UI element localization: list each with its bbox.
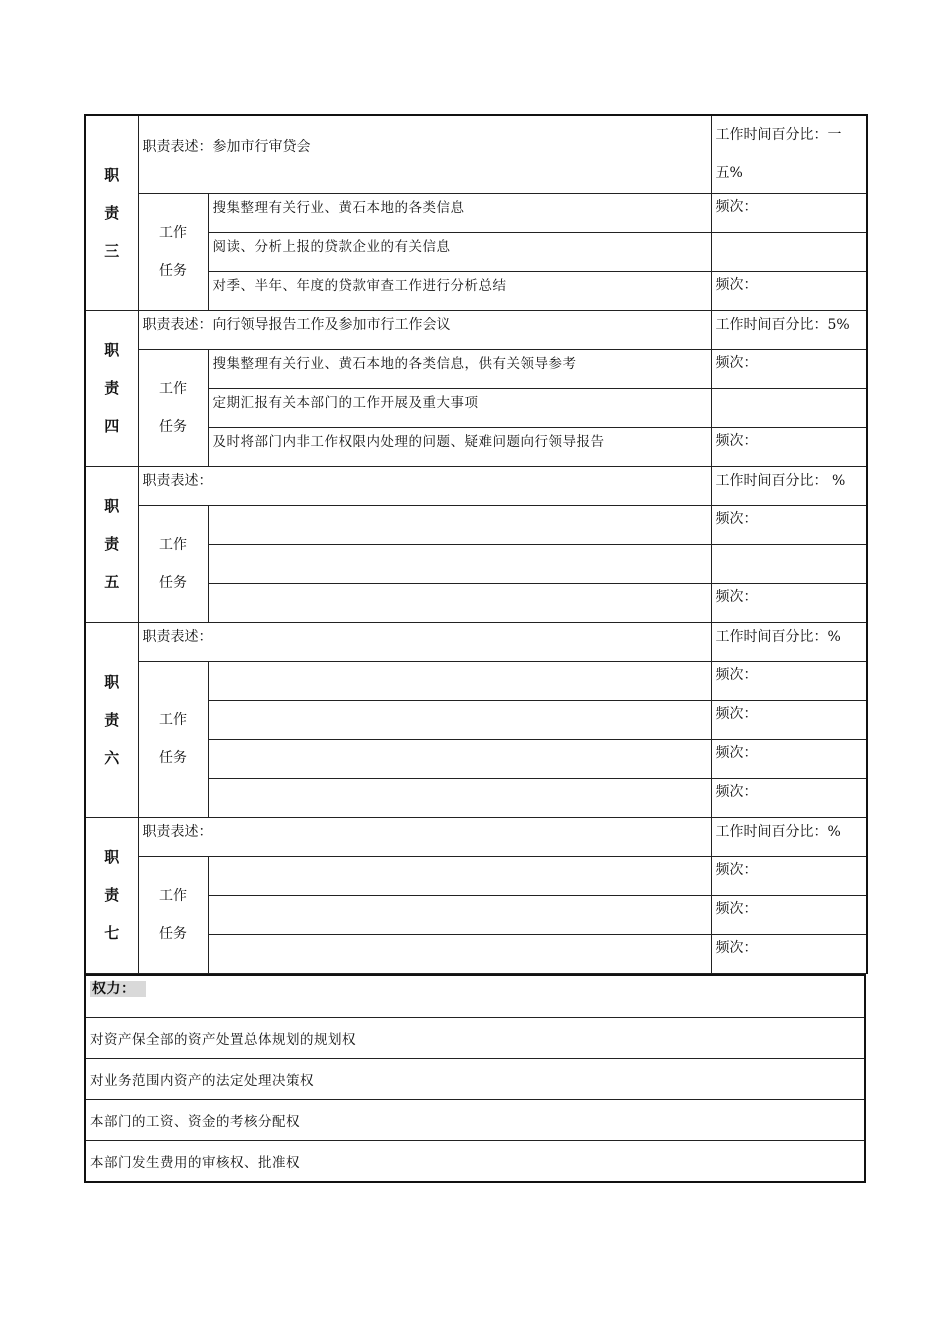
- work-task-label-line: 工作: [159, 712, 187, 728]
- work-task-label-line: 工作: [159, 887, 187, 904]
- duty-description-row: [85, 466, 867, 505]
- task-row: [85, 193, 867, 232]
- job-description-sheet: [84, 114, 866, 1183]
- duty-label-char: 责: [104, 535, 120, 553]
- task-frequency: [711, 544, 867, 583]
- duty-label: [85, 817, 138, 973]
- rights-item-row: [85, 1058, 865, 1099]
- duty-time-percentage: 工作时间百分比： %: [711, 466, 867, 505]
- duty-time-percentage: 工作时间百分比：一五%: [711, 115, 867, 193]
- task-frequency: 频次：: [711, 895, 867, 934]
- task-text: [208, 739, 711, 778]
- task-text: [208, 895, 711, 934]
- work-task-label-line: 任务: [159, 418, 187, 435]
- rights-item-row: [85, 1017, 865, 1058]
- task-frequency: 频次：: [711, 700, 867, 739]
- duty-label-char: 责: [104, 203, 120, 222]
- work-task-label-line: 任务: [159, 574, 187, 591]
- task-text: [208, 778, 711, 817]
- task-frequency: 频次：: [711, 193, 867, 232]
- work-task-label-line: 任务: [159, 262, 187, 279]
- duty-label-char: 职: [104, 848, 120, 866]
- task-frequency: 频次：: [711, 427, 867, 466]
- task-frequency: 频次：: [711, 271, 867, 310]
- task-frequency: [711, 232, 867, 271]
- task-frequency: 频次：: [711, 778, 867, 817]
- task-frequency: [711, 388, 867, 427]
- task-text: 对季、半年、年度的贷款审查工作进行分析总结: [208, 271, 711, 310]
- duties-body: [85, 115, 867, 973]
- work-task-label-line: 工作: [159, 380, 187, 397]
- work-task-label: [138, 856, 208, 973]
- task-frequency: 频次：: [711, 349, 867, 388]
- work-task-label: [138, 193, 208, 310]
- duty-label-char: 责: [104, 886, 120, 904]
- duty-description: 职责表述：向行领导报告工作及参加市行工作会议: [138, 310, 711, 349]
- task-text: [208, 661, 711, 700]
- task-text: 及时将部门内非工作权限内处理的问题、疑难问题向行领导报告: [208, 427, 711, 466]
- task-frequency: 频次：: [711, 739, 867, 778]
- duty-label: [85, 466, 138, 622]
- work-task-label-line: 工作: [159, 224, 187, 241]
- work-task-label-line: 工作: [159, 536, 187, 553]
- rights-title: 权力：: [90, 981, 146, 997]
- task-text: [208, 505, 711, 544]
- duty-description-row: [85, 817, 867, 856]
- duty-label: [85, 310, 138, 466]
- duty-label-char: 七: [104, 924, 120, 942]
- rights-header-cell: [85, 975, 865, 1018]
- duty-description-row: [85, 310, 867, 349]
- work-task-label-line: 任务: [159, 925, 187, 942]
- duty-label-char: 职: [104, 341, 120, 359]
- rights-item: 对业务范围内资产的法定处理决策权: [85, 1058, 865, 1099]
- task-frequency: 频次：: [711, 505, 867, 544]
- duty-label-char: 责: [104, 710, 120, 729]
- task-text: 搜集整理有关行业、黄石本地的各类信息，供有关领导参考: [208, 349, 711, 388]
- task-frequency: 频次：: [711, 856, 867, 895]
- task-frequency: 频次：: [711, 934, 867, 973]
- duty-label: [85, 115, 138, 310]
- task-row: [85, 349, 867, 388]
- duty-description-row: [85, 115, 867, 193]
- duty-label-char: 职: [104, 672, 120, 691]
- duty-description: 职责表述：: [138, 817, 711, 856]
- work-task-label-line: 任务: [159, 750, 187, 766]
- task-frequency: 频次：: [711, 583, 867, 622]
- duty-label-char: 六: [104, 748, 120, 767]
- work-task-label: [138, 349, 208, 466]
- task-row: [85, 505, 867, 544]
- rights-body: [85, 975, 865, 1182]
- duties-table: [84, 114, 868, 974]
- task-text: 阅读、分析上报的贷款企业的有关信息: [208, 232, 711, 271]
- duty-label-char: 职: [104, 497, 120, 515]
- duty-description: 职责表述：: [138, 622, 711, 661]
- duty-label-char: 五: [104, 573, 120, 591]
- duty-time-percentage: 工作时间百分比：%: [711, 622, 867, 661]
- duty-label-char: 职: [104, 165, 120, 184]
- rights-item-row: [85, 1140, 865, 1182]
- duty-label-char: 三: [104, 241, 120, 260]
- task-text: 定期汇报有关本部门的工作开展及重大事项: [208, 388, 711, 427]
- task-text: [208, 544, 711, 583]
- work-task-label: [138, 505, 208, 622]
- task-text: 搜集整理有关行业、黄石本地的各类信息: [208, 193, 711, 232]
- task-text: [208, 583, 711, 622]
- duty-description: 职责表述：: [138, 466, 711, 505]
- task-row: [85, 661, 867, 700]
- rights-header-row: [85, 975, 865, 1018]
- rights-item: 本部门的工资、资金的考核分配权: [85, 1099, 865, 1140]
- task-text: [208, 700, 711, 739]
- duty-label-char: 四: [104, 417, 120, 435]
- duty-label: [85, 622, 138, 817]
- duty-description-row: [85, 622, 867, 661]
- duty-description: 职责表述：参加市行审贷会: [138, 115, 711, 193]
- rights-item: 本部门发生费用的审核权、批准权: [85, 1140, 865, 1182]
- work-task-label: [138, 661, 208, 817]
- task-text: [208, 934, 711, 973]
- duty-time-percentage: 工作时间百分比：%: [711, 817, 867, 856]
- rights-table: [84, 974, 866, 1183]
- duty-time-percentage: 工作时间百分比：5%: [711, 310, 867, 349]
- task-row: [85, 856, 867, 895]
- rights-item-row: [85, 1099, 865, 1140]
- rights-item: 对资产保全部的资产处置总体规划的规划权: [85, 1017, 865, 1058]
- task-text: [208, 856, 711, 895]
- task-frequency: 频次：: [711, 661, 867, 700]
- duty-label-char: 责: [104, 379, 120, 397]
